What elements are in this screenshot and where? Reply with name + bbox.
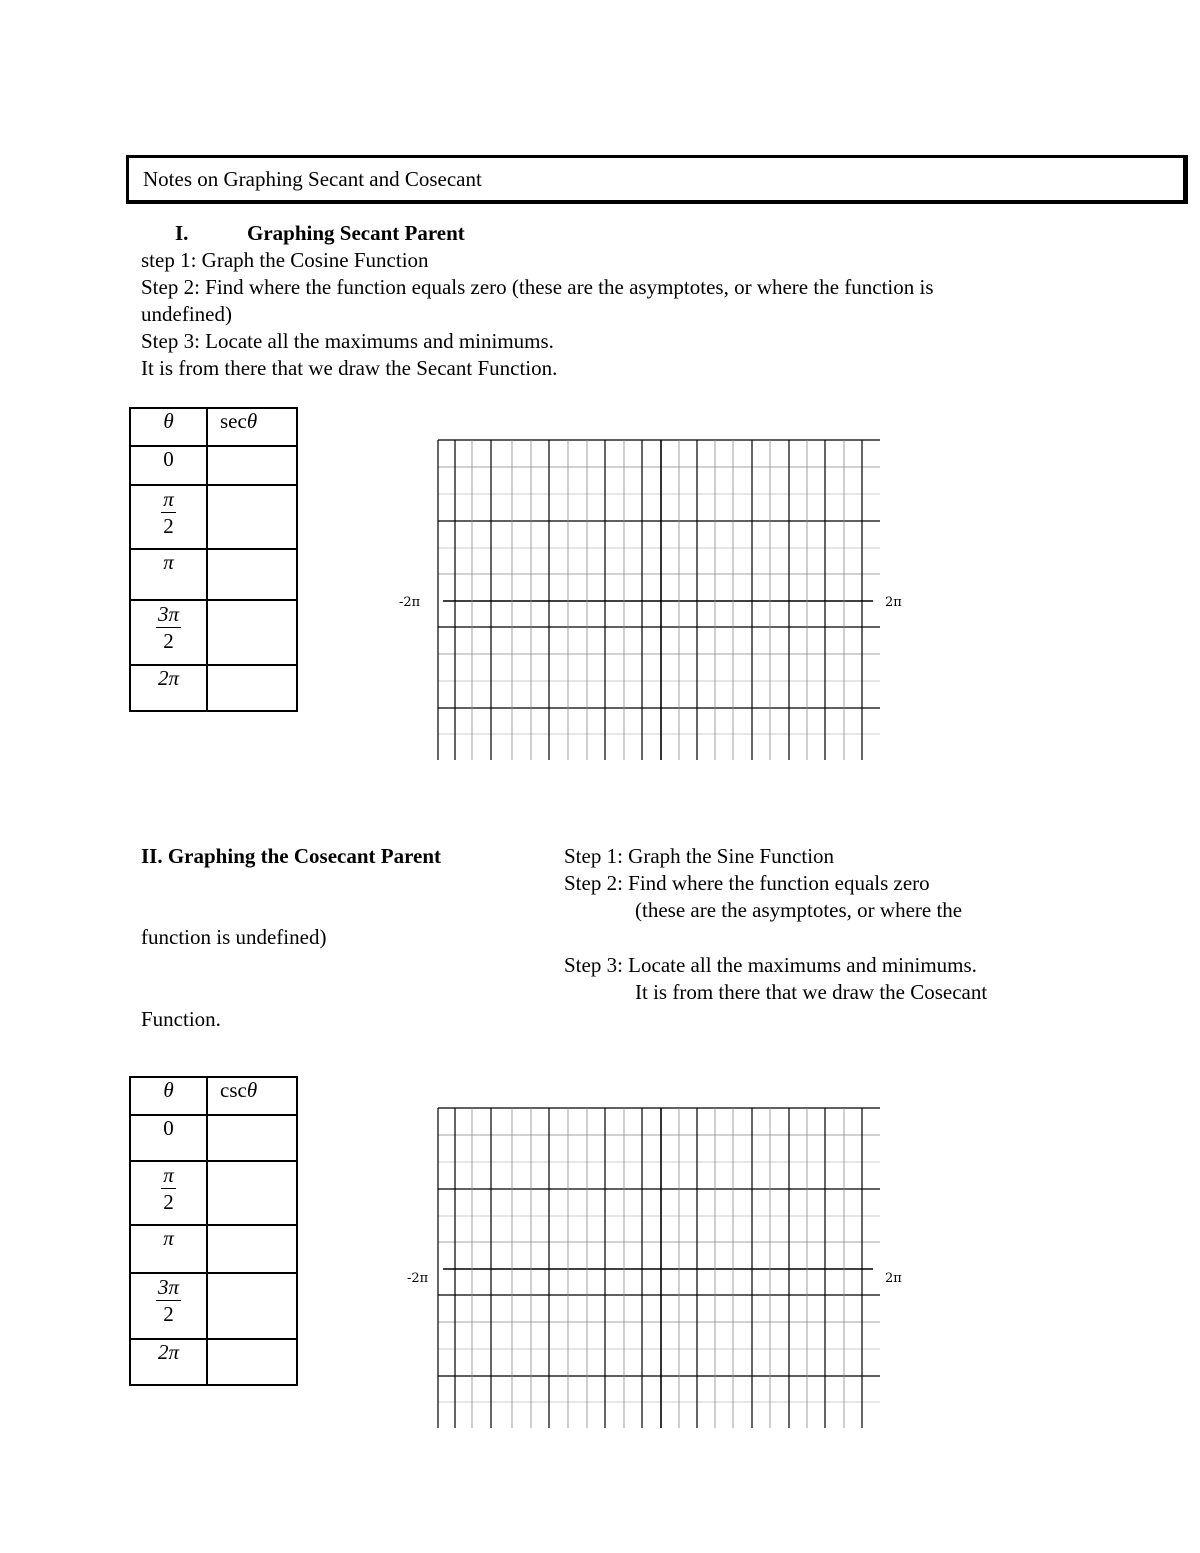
table-cell-theta: 2π bbox=[130, 1339, 207, 1385]
section1-numeral: I. bbox=[175, 221, 189, 245]
table-cell-theta: $\frac{\pi}{2}$ bbox=[130, 1161, 207, 1225]
table-header-csc: cscθ bbox=[207, 1077, 297, 1115]
page-title: Notes on Graphing Secant and Cosecant bbox=[143, 167, 482, 191]
cosecant-value-table bbox=[129, 1076, 298, 1386]
table-header-theta: θ bbox=[130, 408, 207, 446]
secant-graph-grid[interactable] bbox=[395, 438, 915, 763]
table-cell-theta: π bbox=[130, 1225, 207, 1273]
table-cell-answer[interactable] bbox=[207, 1115, 297, 1161]
graph-left-label: -2π bbox=[407, 1271, 429, 1286]
table-cell-answer[interactable] bbox=[207, 1273, 297, 1339]
section1-step2: Step 2: Find where the function equals zero (these are the asymptotes, or where the function is bbox=[141, 275, 934, 299]
table-cell-theta: 0 bbox=[130, 1115, 207, 1161]
section2-step1: Step 1: Graph the Sine Function bbox=[564, 844, 835, 868]
table-cell-theta: $\frac{3\pi}{2}$ bbox=[130, 600, 207, 665]
table-cell-answer[interactable] bbox=[207, 1339, 297, 1385]
table-cell-theta: $\frac{3\pi}{2}$ bbox=[130, 1273, 207, 1339]
table-header-sec: secθ bbox=[207, 408, 297, 446]
cosecant-graph-grid[interactable] bbox=[395, 1106, 915, 1431]
graph-right-label: 2π bbox=[885, 1271, 902, 1286]
table-cell-answer[interactable] bbox=[207, 485, 297, 549]
section2-step3-cont: It is from there that we draw the Cosecant bbox=[635, 980, 988, 1004]
section1-step4: It is from there that we draw the Secant Function. bbox=[141, 356, 558, 380]
secant-value-table bbox=[129, 407, 298, 712]
graph-left-label: -2π bbox=[399, 595, 421, 610]
table-cell-answer[interactable] bbox=[207, 600, 297, 665]
table-cell-answer[interactable] bbox=[207, 549, 297, 600]
table-cell-theta: 2π bbox=[130, 665, 207, 711]
section2-step3-wrap: Function. bbox=[141, 1007, 221, 1031]
section1-heading: Graphing Secant Parent bbox=[247, 221, 465, 245]
section1-step1: step 1: Graph the Cosine Function bbox=[141, 248, 429, 272]
table-cell-theta: π bbox=[130, 549, 207, 600]
title-box bbox=[126, 155, 1188, 204]
section2-step2-wrap: function is undefined) bbox=[141, 925, 327, 949]
table-cell-theta: $\frac{\pi}{2}$ bbox=[130, 485, 207, 549]
table-cell-answer[interactable] bbox=[207, 1161, 297, 1225]
table-header-theta: θ bbox=[130, 1077, 207, 1115]
section2-step2-cont: (these are the asymptotes, or where the bbox=[635, 898, 963, 922]
table-cell-answer[interactable] bbox=[207, 446, 297, 485]
section1-step3: Step 3: Locate all the maximums and minimums. bbox=[141, 329, 554, 353]
section2-step2: Step 2: Find where the function equals zero bbox=[564, 871, 930, 895]
section1-step2-wrap: undefined) bbox=[141, 302, 232, 326]
section2-heading: II. Graphing the Cosecant Parent bbox=[141, 844, 442, 868]
table-cell-answer[interactable] bbox=[207, 665, 297, 711]
table-cell-answer[interactable] bbox=[207, 1225, 297, 1273]
table-cell-theta: 0 bbox=[130, 446, 207, 485]
section2-step3: Step 3: Locate all the maximums and minimums. bbox=[564, 953, 977, 977]
graph-right-label: 2π bbox=[885, 595, 902, 610]
